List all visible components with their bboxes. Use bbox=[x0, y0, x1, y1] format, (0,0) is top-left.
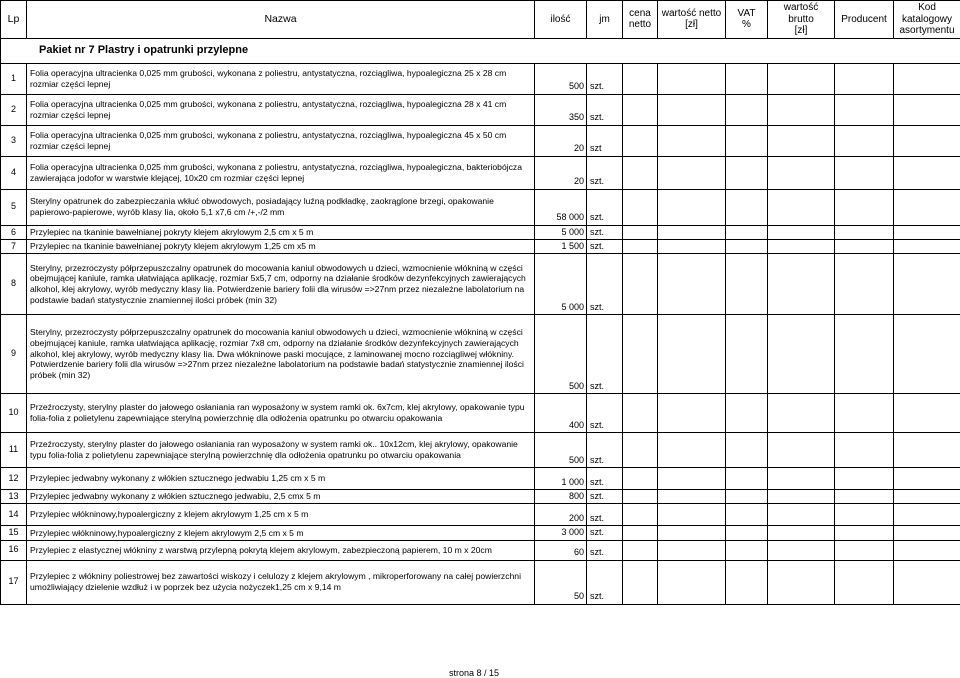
cell-producent bbox=[835, 125, 894, 156]
cell-kod bbox=[894, 189, 960, 225]
cell-kod bbox=[894, 490, 960, 504]
table-row bbox=[1, 504, 960, 526]
cell-jm: szt. bbox=[587, 394, 623, 433]
cell-kod bbox=[894, 394, 960, 433]
cell-lp: 9 bbox=[1, 315, 27, 394]
cell-kod bbox=[894, 94, 960, 125]
cell-wartosc-brutto bbox=[768, 560, 835, 604]
cell-wartosc-netto bbox=[658, 433, 726, 468]
cell-producent bbox=[835, 254, 894, 315]
cell-ilosc: 800 bbox=[535, 490, 587, 504]
cell-ilosc: 20 bbox=[535, 125, 587, 156]
cell-cena bbox=[623, 239, 658, 253]
cell-wartosc-netto bbox=[658, 254, 726, 315]
cell-lp: 14 bbox=[1, 504, 27, 526]
package-title-row bbox=[1, 38, 960, 63]
cell-kod bbox=[894, 239, 960, 253]
cell-nazwa: Przylepiec z włókniny poliestrowej bez zawartości wiskozy i celulozy z klejem akrylowym , mikroperforowany na całej powierzchni umożliwiający dzielenie wzdłuż i w poprzek bez użycia nożyczek1,25 cm x 9,14 m bbox=[27, 560, 535, 604]
cell-cena bbox=[623, 433, 658, 468]
cell-jm: szt. bbox=[587, 63, 623, 94]
cell-lp: 8 bbox=[1, 254, 27, 315]
cell-lp: 3 bbox=[1, 125, 27, 156]
cell-cena bbox=[623, 63, 658, 94]
cell-wartosc-brutto bbox=[768, 315, 835, 394]
cell-cena bbox=[623, 94, 658, 125]
cell-lp: 2 bbox=[1, 94, 27, 125]
cell-kod bbox=[894, 504, 960, 526]
cell-cena bbox=[623, 189, 658, 225]
header-producent: Producent bbox=[835, 1, 894, 39]
cell-ilosc: 1 000 bbox=[535, 468, 587, 490]
header-cena: cena netto bbox=[623, 1, 658, 39]
cell-jm: szt. bbox=[587, 560, 623, 604]
table-row bbox=[1, 63, 960, 94]
cell-wartosc-netto bbox=[658, 94, 726, 125]
cell-producent bbox=[835, 560, 894, 604]
cell-wartosc-brutto bbox=[768, 540, 835, 560]
cell-cena bbox=[623, 560, 658, 604]
cell-nazwa: Przylepiec jedwabny wykonany z włókien sztucznego jedwabiu, 2,5 cmx 5 m bbox=[27, 490, 535, 504]
cell-nazwa: Przylepiec na tkaninie bawełnianej pokryty klejem akrylowym 1,25 cm x5 m bbox=[27, 239, 535, 253]
header-kod: Kod katalogowy asortymentu bbox=[894, 1, 960, 39]
cell-jm: szt. bbox=[587, 504, 623, 526]
cell-wartosc-brutto bbox=[768, 254, 835, 315]
cell-vat bbox=[726, 394, 768, 433]
cell-jm: szt. bbox=[587, 315, 623, 394]
cell-wartosc-brutto bbox=[768, 433, 835, 468]
cell-ilosc: 500 bbox=[535, 63, 587, 94]
cell-nazwa: Przeźroczysty, sterylny plaster do jałowego osłaniania ran wyposażony w system ramki ok.. 10x12cm, klej akrylowy, opakowanie typu folia-folia z polietylenu zapewniające sterylną powierzchnię dla odłożenia opatrunku po otwarciu opakowania bbox=[27, 433, 535, 468]
cell-wartosc-brutto bbox=[768, 526, 835, 540]
table-row bbox=[1, 490, 960, 504]
cell-vat bbox=[726, 94, 768, 125]
cell-jm: szt. bbox=[587, 468, 623, 490]
cell-kod bbox=[894, 156, 960, 189]
cell-lp: 7 bbox=[1, 239, 27, 253]
cell-cena bbox=[623, 526, 658, 540]
header-vat: VAT % bbox=[726, 1, 768, 39]
cell-wartosc-netto bbox=[658, 315, 726, 394]
cell-kod bbox=[894, 254, 960, 315]
cell-kod bbox=[894, 560, 960, 604]
cell-wartosc-netto bbox=[658, 490, 726, 504]
cell-kod bbox=[894, 540, 960, 560]
cell-wartosc-netto bbox=[658, 504, 726, 526]
cell-vat bbox=[726, 239, 768, 253]
cell-nazwa: Folia operacyjna ultracienka 0,025 mm grubości, wykonana z poliestru, antystatyczna, rozciągliwa, hypoalegiczna, bakteriobójcza zawierająca jodofor w warstwie klejącej, 10x20 cm rozmiar części lepnej bbox=[27, 156, 535, 189]
table-row bbox=[1, 125, 960, 156]
cell-cena bbox=[623, 125, 658, 156]
cell-kod bbox=[894, 125, 960, 156]
cell-nazwa: Sterylny opatrunek do zabezpieczania wkłuć obwodowych, posiadający luźną podkładkę, zaokrąglone brzegi, opakowanie papierowo-papierowe, wyrób klasy Iia, około 5,1 x7,6 cm /+,-/2 mm bbox=[27, 189, 535, 225]
cell-wartosc-brutto bbox=[768, 490, 835, 504]
cell-ilosc: 58 000 bbox=[535, 189, 587, 225]
cell-ilosc: 5 000 bbox=[535, 225, 587, 239]
header-wartosc-netto: wartość netto [zł] bbox=[658, 1, 726, 39]
cell-nazwa: Przeźroczysty, sterylny plaster do jałowego osłaniania ran wyposażony w system ramki ok. 6x7cm, klej akrylowy, opakowanie typu folia-folia z polietylenu zapewniające sterylną powierzchnię dla odłożenia opatrunku po otwarciu opakowania bbox=[27, 394, 535, 433]
cell-lp: 11 bbox=[1, 433, 27, 468]
cell-wartosc-brutto bbox=[768, 239, 835, 253]
cell-vat bbox=[726, 560, 768, 604]
cell-wartosc-netto bbox=[658, 225, 726, 239]
cell-vat bbox=[726, 225, 768, 239]
table-row bbox=[1, 189, 960, 225]
cell-lp: 10 bbox=[1, 394, 27, 433]
cell-ilosc: 350 bbox=[535, 94, 587, 125]
cell-nazwa: Sterylny, przezroczysty półprzepuszczalny opatrunek do mocowania kaniul obwodowych u dzieci, wzmocnienie włókniną w części obejmującej kaniule, ramka ułatwiająca aplikację, rozmiar 5x5,7 cm, odporny na działanie środków dezynfekcyjnych zawierających alkohol, klej akrylowy, wyrób medyczny klasy Iia. Potwierdzenie bariery folii dla wirusów =>27nm przez niezależne labolatorium na podstawie badań statystycznie znamiennej ilości próbek (min 32) bbox=[27, 254, 535, 315]
table-row bbox=[1, 433, 960, 468]
cell-ilosc: 5 000 bbox=[535, 254, 587, 315]
cell-cena bbox=[623, 468, 658, 490]
cell-ilosc: 200 bbox=[535, 504, 587, 526]
cell-lp: 17 bbox=[1, 560, 27, 604]
cell-lp: 13 bbox=[1, 490, 27, 504]
cell-cena bbox=[623, 394, 658, 433]
table-row bbox=[1, 394, 960, 433]
cell-vat bbox=[726, 125, 768, 156]
cell-wartosc-netto bbox=[658, 239, 726, 253]
cell-cena bbox=[623, 504, 658, 526]
cell-lp: 1 bbox=[1, 63, 27, 94]
cell-producent bbox=[835, 239, 894, 253]
cell-nazwa: Folia operacyjna ultracienka 0,025 mm grubości, wykonana z poliestru, antystatyczna, rozciągliwa, hypoalegiczna 45 x 50 cm rozmiar części lepnej bbox=[27, 125, 535, 156]
cell-jm: szt. bbox=[587, 526, 623, 540]
cell-kod bbox=[894, 526, 960, 540]
cell-jm: szt. bbox=[587, 156, 623, 189]
cell-producent bbox=[835, 315, 894, 394]
cell-wartosc-brutto bbox=[768, 504, 835, 526]
cell-wartosc-brutto bbox=[768, 225, 835, 239]
cell-wartosc-brutto bbox=[768, 94, 835, 125]
cell-lp: 6 bbox=[1, 225, 27, 239]
cell-producent bbox=[835, 189, 894, 225]
cell-wartosc-netto bbox=[658, 560, 726, 604]
cell-wartosc-brutto bbox=[768, 156, 835, 189]
cell-wartosc-netto bbox=[658, 63, 726, 94]
header-jm: jm bbox=[587, 1, 623, 39]
cell-producent bbox=[835, 394, 894, 433]
cell-lp: 16 bbox=[1, 540, 27, 560]
cell-vat bbox=[726, 156, 768, 189]
cell-jm: szt. bbox=[587, 94, 623, 125]
cell-ilosc: 1 500 bbox=[535, 239, 587, 253]
cell-producent bbox=[835, 468, 894, 490]
table-row bbox=[1, 540, 960, 560]
table-row bbox=[1, 315, 960, 394]
header-row bbox=[1, 1, 960, 39]
cell-vat bbox=[726, 468, 768, 490]
cell-ilosc: 60 bbox=[535, 540, 587, 560]
cell-cena bbox=[623, 254, 658, 315]
cell-cena bbox=[623, 156, 658, 189]
header-nazwa: Nazwa bbox=[27, 1, 535, 39]
cell-vat bbox=[726, 315, 768, 394]
table-row bbox=[1, 94, 960, 125]
cell-ilosc: 400 bbox=[535, 394, 587, 433]
cell-wartosc-netto bbox=[658, 156, 726, 189]
cell-wartosc-brutto bbox=[768, 189, 835, 225]
cell-vat bbox=[726, 540, 768, 560]
cell-vat bbox=[726, 254, 768, 315]
cell-kod bbox=[894, 468, 960, 490]
cell-vat bbox=[726, 189, 768, 225]
cell-kod bbox=[894, 315, 960, 394]
cell-wartosc-netto bbox=[658, 540, 726, 560]
cell-producent bbox=[835, 540, 894, 560]
cell-nazwa: Przylepiec włókninowy,hypoalergiczny z klejem akrylowym 2,5 cm x 5 m bbox=[27, 526, 535, 540]
cell-wartosc-netto bbox=[658, 468, 726, 490]
cell-producent bbox=[835, 490, 894, 504]
cell-nazwa: Sterylny, przezroczysty półprzepuszczalny opatrunek do mocowania kaniul obwodowych u dzieci, wzmocnienie włókniną w części obejmującej kaniule, ramka ułatwiająca aplikację, rozmiar 7x8 cm, odporny na działanie środków dezynfekcyjnych zawierających alkohol, klej akrylowy, wyrób medyczny klasy Iia. Dwa włókninowe paski mocujące, z laminowanej mocno rozciągliwej włókniny. Potwierdzenie bariery folii dla wirusów =>27nm przez niezależne labolatorium na podstawie badań statystycznie znamiennej ilości próbek (min 32) bbox=[27, 315, 535, 394]
cell-jm: szt. bbox=[587, 225, 623, 239]
cell-producent bbox=[835, 225, 894, 239]
cell-cena bbox=[623, 315, 658, 394]
cell-wartosc-netto bbox=[658, 526, 726, 540]
cell-kod bbox=[894, 433, 960, 468]
table-row bbox=[1, 526, 960, 540]
cell-jm: szt. bbox=[587, 490, 623, 504]
cell-ilosc: 20 bbox=[535, 156, 587, 189]
cell-jm: szt. bbox=[587, 433, 623, 468]
cell-jm: szt. bbox=[587, 540, 623, 560]
cell-jm: szt bbox=[587, 125, 623, 156]
cell-wartosc-netto bbox=[658, 125, 726, 156]
cell-producent bbox=[835, 504, 894, 526]
cell-nazwa: Przylepiec jedwabny wykonany z włókien sztucznego jedwabiu 1,25 cm x 5 m bbox=[27, 468, 535, 490]
cell-wartosc-brutto bbox=[768, 125, 835, 156]
cell-vat bbox=[726, 504, 768, 526]
cell-wartosc-netto bbox=[658, 189, 726, 225]
cell-jm: szt. bbox=[587, 254, 623, 315]
cell-ilosc: 500 bbox=[535, 433, 587, 468]
cell-nazwa: Folia operacyjna ultracienka 0,025 mm grubości, wykonana z poliestru, antystatyczna, rozciągliwa, hypoalegiczna 28 x 41 cm rozmiar części lepnej bbox=[27, 94, 535, 125]
header-wartosc-brutto: wartość brutto [zł] bbox=[768, 1, 835, 39]
cell-jm: szt. bbox=[587, 239, 623, 253]
cell-cena bbox=[623, 225, 658, 239]
cell-ilosc: 50 bbox=[535, 560, 587, 604]
cell-nazwa: Przylepiec włókninowy,hypoalergiczny z klejem akrylowym 1,25 cm x 5 m bbox=[27, 504, 535, 526]
table-row bbox=[1, 254, 960, 315]
table-row bbox=[1, 156, 960, 189]
cell-producent bbox=[835, 94, 894, 125]
page-number: strona 8 / 15 bbox=[449, 668, 499, 678]
cell-ilosc: 500 bbox=[535, 315, 587, 394]
header-lp: Lp bbox=[1, 1, 27, 39]
cell-vat bbox=[726, 490, 768, 504]
cell-wartosc-brutto bbox=[768, 63, 835, 94]
cell-producent bbox=[835, 63, 894, 94]
cell-vat bbox=[726, 63, 768, 94]
cell-lp: 4 bbox=[1, 156, 27, 189]
cell-producent bbox=[835, 433, 894, 468]
cell-vat bbox=[726, 526, 768, 540]
cell-wartosc-netto bbox=[658, 394, 726, 433]
cell-kod bbox=[894, 63, 960, 94]
cell-lp: 12 bbox=[1, 468, 27, 490]
cell-nazwa: Przylepiec na tkaninie bawełnianej pokryty klejem akrylowym 2,5 cm x 5 m bbox=[27, 225, 535, 239]
cell-nazwa: Przylepiec z elastycznej włókniny z warstwą przylepną pokrytą klejem akrylowym, zabezpieczoną papierem, 10 m x 20cm bbox=[27, 540, 535, 560]
cell-ilosc: 3 000 bbox=[535, 526, 587, 540]
header-ilosc: ilość bbox=[535, 1, 587, 39]
cell-cena bbox=[623, 490, 658, 504]
package-title: Pakiet nr 7 Plastry i opatrunki przylepne bbox=[1, 38, 960, 63]
cell-vat bbox=[726, 433, 768, 468]
cell-kod bbox=[894, 225, 960, 239]
cell-nazwa: Folia operacyjna ultracienka 0,025 mm grubości, wykonana z poliestru, antystatyczna, rozciągliwa, hypoalegiczna 25 x 28 cm rozmiar części lepnej bbox=[27, 63, 535, 94]
cell-wartosc-brutto bbox=[768, 468, 835, 490]
table-row bbox=[1, 468, 960, 490]
cell-producent bbox=[835, 156, 894, 189]
table-row bbox=[1, 560, 960, 604]
cell-jm: szt. bbox=[587, 189, 623, 225]
table-row bbox=[1, 239, 960, 253]
table-row bbox=[1, 225, 960, 239]
cell-wartosc-brutto bbox=[768, 394, 835, 433]
cell-lp: 15 bbox=[1, 526, 27, 540]
cell-producent bbox=[835, 526, 894, 540]
cell-lp: 5 bbox=[1, 189, 27, 225]
cell-cena bbox=[623, 540, 658, 560]
